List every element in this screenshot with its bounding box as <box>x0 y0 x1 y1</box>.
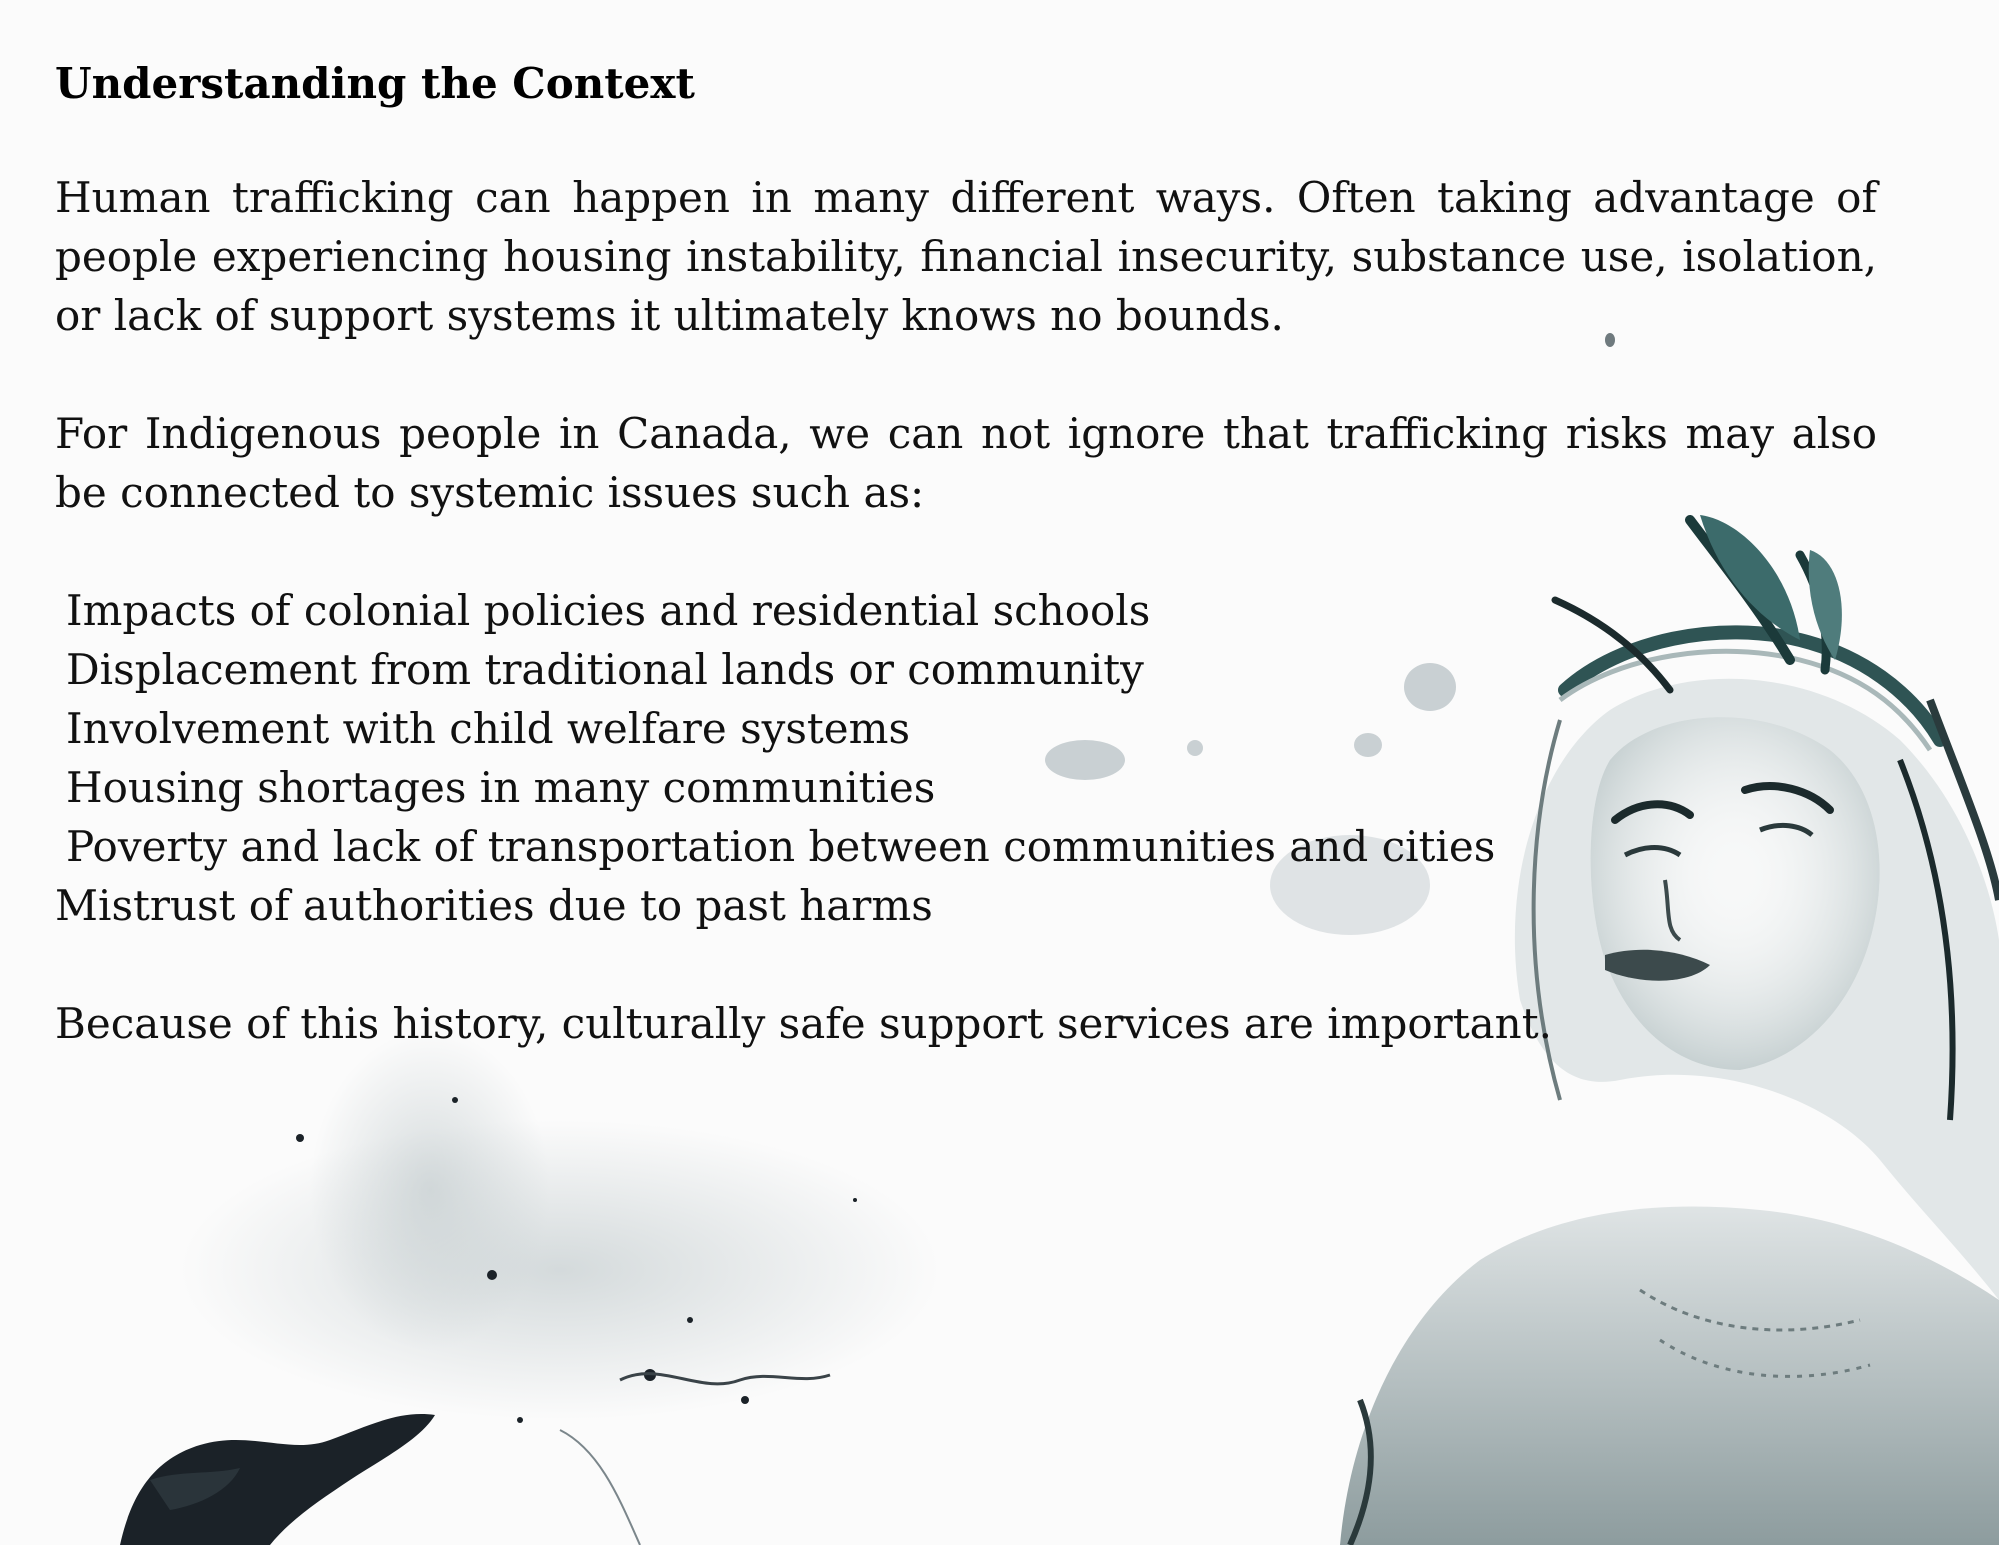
systemic-issues-list <box>55 581 1877 935</box>
ink-splash-lower-left <box>120 1030 940 1545</box>
document-content <box>55 52 1877 1053</box>
list-item: Displacement from traditional lands or community <box>66 645 1144 694</box>
closing-statement: Because of this history, culturally safe support services are important. <box>55 999 1552 1048</box>
list-item: Housing shortages in many communities <box>66 763 936 812</box>
list-item: Mistrust of authorities due to past harms <box>55 881 933 930</box>
section-heading: Understanding the Context <box>55 59 695 108</box>
list-item: Poverty and lack of transportation between communities and cities <box>66 822 1496 871</box>
indigenous-context-paragraph: For Indigenous people in Canada, we can not ignore that trafficking risks may also be connected to systemic issues such as: <box>55 409 1877 517</box>
intro-paragraph: Human trafficking can happen in many different ways. Often taking advantage of people experiencing housing instability, financial insecurity, substance use, isolation, or lack of support systems it ultimately knows no bounds. <box>55 173 1877 340</box>
list-item: Impacts of colonial policies and residential schools <box>66 586 1151 635</box>
list-item: Involvement with child welfare systems <box>66 704 911 753</box>
